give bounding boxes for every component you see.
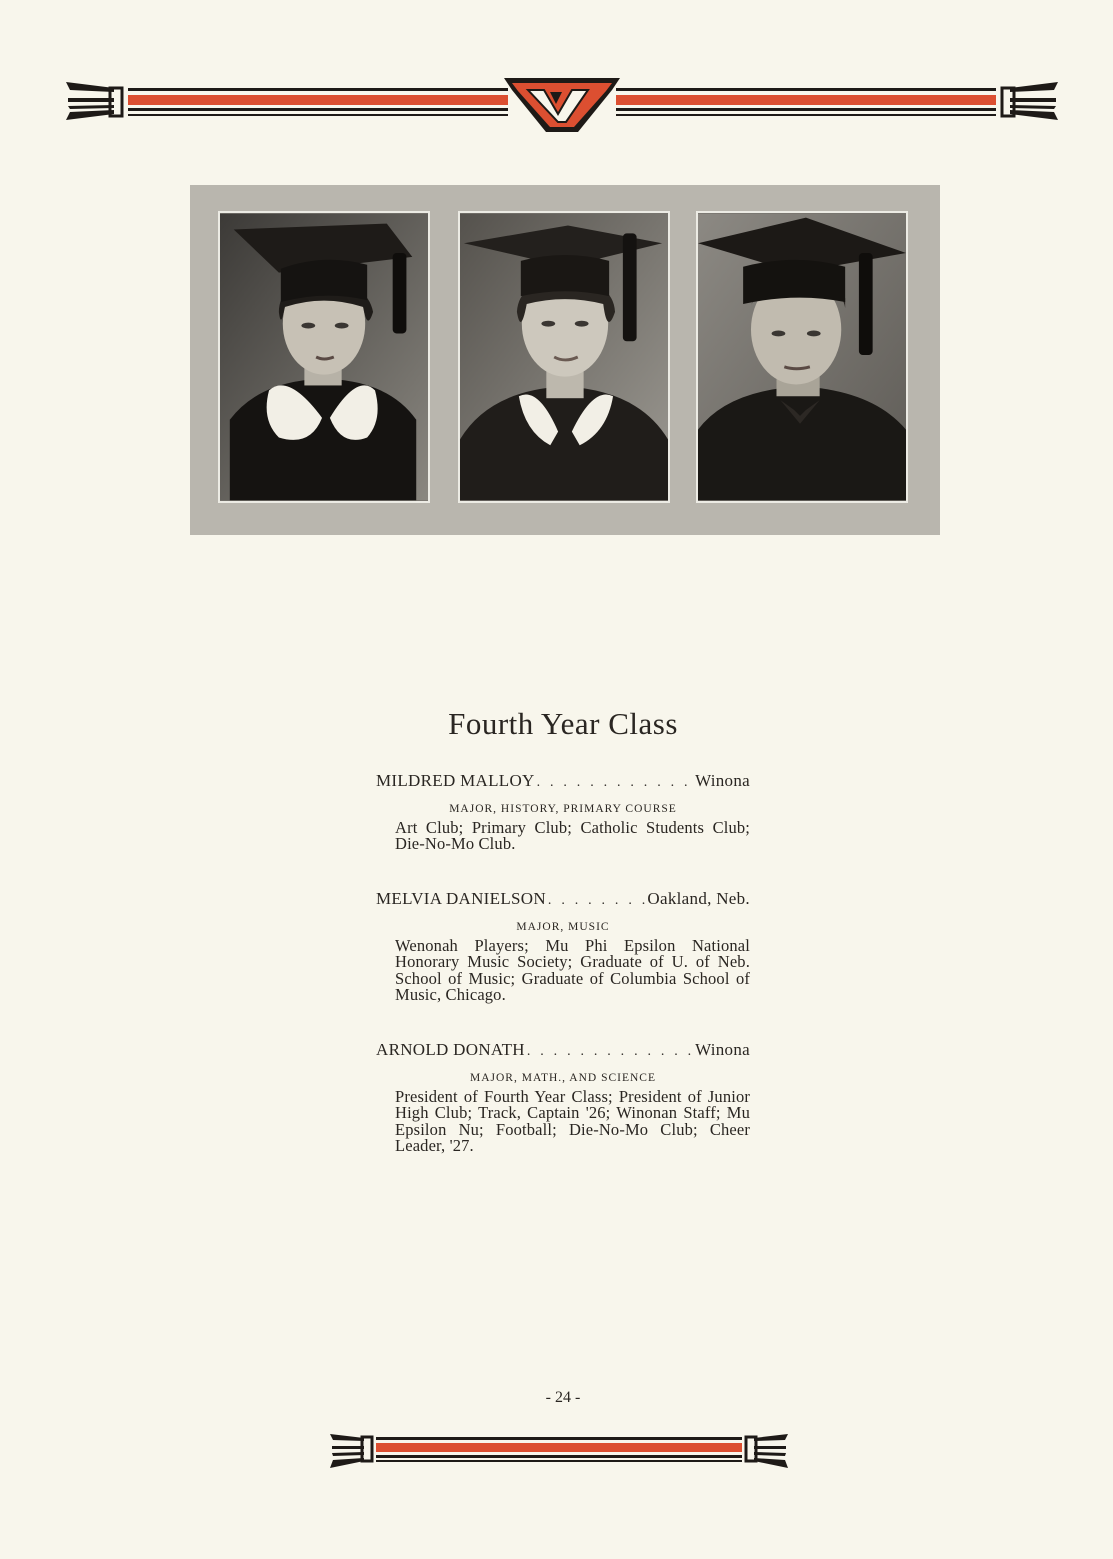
student-hometown: Oakland, Neb.	[647, 889, 750, 908]
student-entry	[376, 1040, 750, 1155]
student-activities: Art Club; Primary Club; Catholic Students Club; Die-No-Mo Club.	[395, 818, 750, 854]
portrait-man-cap-icon	[696, 211, 908, 503]
student-name: MELVIA DANIELSON	[376, 889, 546, 908]
student-major: MAJOR, HISTORY, PRIMARY COURSE	[449, 803, 677, 815]
right-arrow-tips	[754, 1434, 788, 1468]
page-number: - 24 -	[545, 1389, 581, 1406]
bottom-border-ornament	[330, 1428, 788, 1476]
student-entry	[376, 771, 750, 853]
left-arrow-tips	[66, 82, 114, 120]
student-major: MAJOR, MATH., AND SCIENCE	[469, 1072, 657, 1084]
leader-dots	[548, 891, 646, 911]
student-name: MILDRED MALLOY	[376, 771, 535, 790]
entry-heading	[376, 771, 750, 793]
winona-w-emblem-icon	[504, 78, 620, 132]
student-name: ARNOLD DONATH	[376, 1040, 525, 1059]
student-major: MAJOR, MUSIC	[516, 921, 610, 933]
student-activities: President of Fourth Year Class; President of Junior High Club; Track, Captain '26; Winonan Staff; Mu Epsilon Nu; Football; Die-No-Mo Club; Cheer Leader, '27.	[395, 1087, 750, 1156]
right-arrow-tips	[1010, 82, 1058, 120]
entry-heading	[376, 889, 750, 911]
left-arrow-tips	[330, 1434, 364, 1468]
leader-dots	[537, 773, 693, 793]
student-activities: Wenonah Players; Mu Phi Epsilon National Honorary Music Society; Graduate of U. of Neb. School of Music; Graduate of Columbia School of Music, Chicago.	[395, 936, 750, 1005]
student-entry	[376, 889, 750, 1004]
portrait-woman-cap-icon	[218, 211, 430, 503]
entry-heading	[376, 1040, 750, 1062]
photo-panel	[190, 185, 940, 535]
student-hometown: Winona	[695, 1040, 750, 1059]
top-border-ornament	[66, 74, 1058, 136]
page-title: Fourth Year Class	[448, 706, 678, 741]
leader-dots	[527, 1042, 693, 1062]
student-hometown: Winona	[695, 771, 750, 790]
portrait-woman-gown-icon	[458, 211, 670, 503]
